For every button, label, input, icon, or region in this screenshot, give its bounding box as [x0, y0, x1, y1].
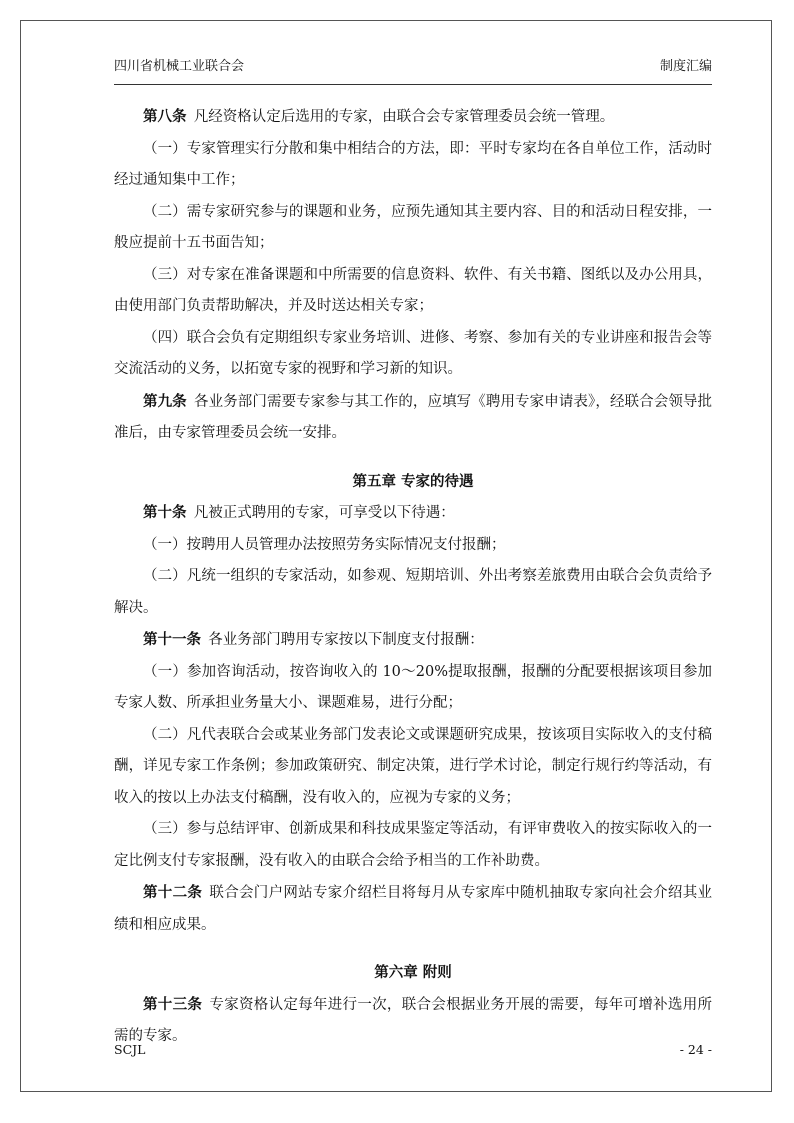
clause-11-3: （三）参与总结评审、创新成果和科技成果鉴定等活动，有评审费收入的按实际收入的一定比例支付专家报酬，没有收入的由联合会给予相当的工作补助费。 — [114, 821, 712, 869]
article-label: 第十二条 — [143, 884, 203, 901]
article-text: 凡经资格认定后选用的专家，由联合会专家管理委员会统一管理。 — [193, 109, 615, 125]
clause-8-3: （三）对专家在准备课题和中所需要的信息资料、软件、有关书籍、图纸以及办公用具，由使用部门负责帮助解决，并及时送达相关专家； — [114, 266, 712, 314]
article-text: 各业务部门需要专家参与其工作的，应填写《聘用专家申请表》，经联合会领导批准后，由专家管理委员会统一安排。 — [114, 393, 713, 441]
article-11 — [114, 624, 712, 657]
article-9 — [114, 386, 712, 450]
article-12 — [114, 877, 712, 941]
clause-8-2: （二）需专家研究参与的课题和业务，应预先通知其主要内容、目的和活动日程安排，一般应提前十五书面告知； — [114, 203, 712, 251]
footer-code: SCJL — [114, 1042, 146, 1057]
clause-11-2: （二）凡代表联合会或某业务部门发表论文或课题研究成果，按该项目实际收入的支付稿酬，详见专家工作条例；参加政策研究、制定决策，进行学术讨论，制定行规行约等活动，有收入的按以上办法支付稿酬，没有收入的，应视为专家的义务； — [114, 726, 712, 806]
document-body — [114, 101, 712, 1053]
chapter-6-heading: 第六章 附则 — [374, 964, 452, 981]
page-header — [114, 56, 712, 78]
page-footer — [114, 1040, 712, 1060]
article-text: 联合会门户网站专家介绍栏目将每月从专家库中随机抽取专家向社会介绍其业绩和相应成果。 — [114, 885, 713, 933]
article-label: 第十三条 — [143, 995, 203, 1013]
article-label: 第八条 — [143, 108, 187, 125]
page-number: - 24 - — [679, 1042, 712, 1057]
article-label: 第九条 — [143, 392, 187, 410]
article-text: 凡被正式聘用的专家，可享受以下待遇： — [193, 505, 455, 521]
article-8 — [114, 101, 712, 134]
clause-11-1: （一）参加咨询活动，按咨询收入的 10～20%提取报酬，报酬的分配要根据该项目参加专家人数、所承担业务量大小、课题难易，进行分配； — [114, 663, 712, 711]
article-text: 各业务部门聘用专家按以下制度支付报酬： — [208, 632, 484, 648]
article-10 — [114, 497, 712, 530]
clause-8-1: （一）专家管理实行分散和集中相结合的方法，即：平时专家均在各自单位工作，活动时经过通知集中工作； — [114, 140, 712, 188]
article-label: 第十一条 — [143, 631, 201, 648]
header-org: 四川省机械工业联合会 — [114, 59, 245, 74]
article-text: 专家资格认定每年进行一次，联合会根据业务开展的需要，每年可增补选用所需的专家。 — [114, 996, 713, 1044]
chapter-5-heading: 第五章 专家的待遇 — [352, 472, 474, 490]
clause-8-4: （四）联合会负有定期组织专家业务培训、进修、考察、参加有关的专业讲座和报告会等交流活动的义务，以拓宽专家的视野和学习新的知识。 — [114, 329, 712, 377]
header-doc-type: 制度汇编 — [659, 59, 712, 74]
clause-10-2: （二）凡统一组织的专家活动，如参观、短期培训、外出考察差旅费用由联合会负责给予解决。 — [114, 568, 712, 616]
article-label: 第十条 — [143, 504, 187, 521]
clause-10-1: （一）按聘用人员管理办法按照劳务实际情况支付报酬； — [143, 536, 506, 553]
header-divider — [114, 84, 712, 85]
